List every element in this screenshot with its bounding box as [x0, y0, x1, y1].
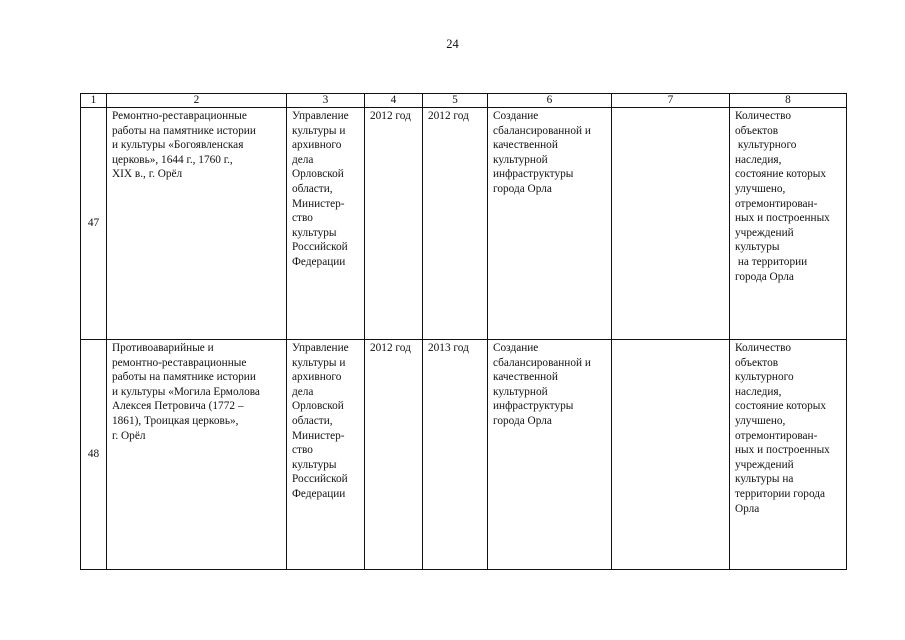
cell-line: работы на памятнике истории	[112, 371, 256, 384]
cell-line: ремонтно-реставрационные	[112, 356, 247, 369]
cell-line: культуры на	[735, 473, 794, 486]
cell-line: Управление	[292, 342, 349, 354]
cell-line: дела	[292, 153, 314, 166]
cell-line: наследия,	[735, 385, 782, 398]
cell-line: области,	[292, 182, 333, 195]
start-year: 2012 год	[365, 340, 423, 570]
cell-line: культурной	[493, 385, 548, 398]
end-year: 2013 год	[423, 340, 488, 570]
cell-line: Количество	[735, 110, 791, 122]
cell-line: Министер-	[292, 197, 345, 210]
cell-line: Министер-	[292, 429, 345, 442]
cell-line: и культуры «Могила Ермолова	[112, 385, 260, 398]
start-year: 2012 год	[365, 108, 423, 340]
cell-line: на территории	[735, 255, 808, 268]
cell-line: 1861), Троицкая церковь»,	[112, 414, 239, 427]
work-description	[107, 108, 287, 340]
cell-line: сбалансированной и	[493, 124, 591, 137]
cell-line: ство	[292, 212, 313, 225]
cell-line: наследия,	[735, 153, 782, 166]
cell-line: культуры и	[292, 124, 346, 137]
cell-line: города Орла	[735, 270, 794, 283]
cell-line: церковь», 1644 г., 1760 г.,	[112, 153, 233, 166]
work-description	[107, 340, 287, 570]
header-row	[81, 94, 847, 108]
expected-result	[488, 340, 612, 570]
cell-line: Создание	[493, 342, 539, 354]
cell-line: архивного	[292, 371, 342, 384]
responsible-executor	[287, 340, 365, 570]
cell-line: качественной	[493, 371, 558, 384]
row-number: 47	[81, 108, 107, 340]
table-row	[81, 340, 847, 570]
cell-line: Противоаварийные и	[112, 342, 214, 354]
cell-line: отремонтирован-	[735, 429, 818, 442]
cell-line: и культуры «Богоявленская	[112, 139, 244, 152]
cell-line: культурной	[493, 153, 548, 166]
cell-line: инфраструктуры	[493, 400, 574, 413]
cell-line: Количество	[735, 342, 791, 354]
cell-line: Российской	[292, 241, 348, 254]
cell-line: Создание	[493, 110, 539, 122]
column-7-cell	[612, 340, 730, 570]
cell-line: культуры и	[292, 356, 346, 369]
target-indicator	[730, 340, 847, 570]
cell-line: учреждений	[735, 458, 794, 471]
header-cell-2: 2	[107, 94, 287, 108]
cell-line: Орловской	[292, 400, 344, 413]
cell-line: г. Орёл	[112, 429, 146, 442]
cell-line: состояние которых	[735, 400, 827, 413]
column-7-cell	[612, 108, 730, 340]
row-number: 48	[81, 340, 107, 570]
header-cell-6: 6	[488, 94, 612, 108]
cell-line: культурного	[735, 371, 794, 384]
cell-line: Федерации	[292, 255, 346, 268]
expected-result	[488, 108, 612, 340]
cell-line: объектов	[735, 356, 779, 369]
cell-line: архивного	[292, 139, 342, 152]
cell-line: улучшено,	[735, 414, 786, 427]
cell-line: культуры	[292, 226, 337, 239]
cell-line: учреждений	[735, 226, 794, 239]
header-cell-8: 8	[730, 94, 847, 108]
cell-line: Орловской	[292, 168, 344, 181]
table-row	[81, 108, 847, 340]
cell-line: ных и построенных	[735, 212, 830, 225]
cell-line: Российской	[292, 473, 348, 486]
cell-line: сбалансированной и	[493, 356, 591, 369]
cell-line: улучшено,	[735, 182, 786, 195]
header-cell-7: 7	[612, 94, 730, 108]
page-number: 24	[446, 37, 459, 51]
cell-line: области,	[292, 414, 333, 427]
header-cell-3: 3	[287, 94, 365, 108]
header-cell-4: 4	[365, 94, 423, 108]
header-cell-5: 5	[423, 94, 488, 108]
cell-line: территории города	[735, 487, 826, 500]
cell-line: объектов	[735, 124, 779, 137]
cell-line: Федерации	[292, 487, 346, 500]
cell-line: Орла	[735, 502, 760, 515]
program-table	[80, 93, 847, 570]
cell-line: инфраструктуры	[493, 168, 574, 181]
cell-line: состояние которых	[735, 168, 827, 181]
cell-line: Алексея Петровича (1772 –	[112, 400, 244, 413]
cell-line: качественной	[493, 139, 558, 152]
cell-line: Ремонтно-реставрационные	[112, 110, 247, 122]
cell-line: отремонтирован-	[735, 197, 818, 210]
responsible-executor	[287, 108, 365, 340]
cell-line: ных и построенных	[735, 444, 830, 457]
cell-line: Управление	[292, 110, 349, 122]
cell-line: культуры	[292, 458, 337, 471]
cell-line: XIX в., г. Орёл	[112, 168, 183, 181]
target-indicator	[730, 108, 847, 340]
cell-line: ство	[292, 444, 313, 457]
cell-line: культуры	[735, 241, 780, 254]
header-cell-1: 1	[81, 94, 107, 108]
cell-line: культурного	[735, 139, 797, 152]
cell-line: работы на памятнике истории	[112, 124, 256, 137]
cell-line: дела	[292, 385, 314, 398]
end-year: 2012 год	[423, 108, 488, 340]
cell-line: города Орла	[493, 182, 552, 195]
cell-line: города Орла	[493, 414, 552, 427]
